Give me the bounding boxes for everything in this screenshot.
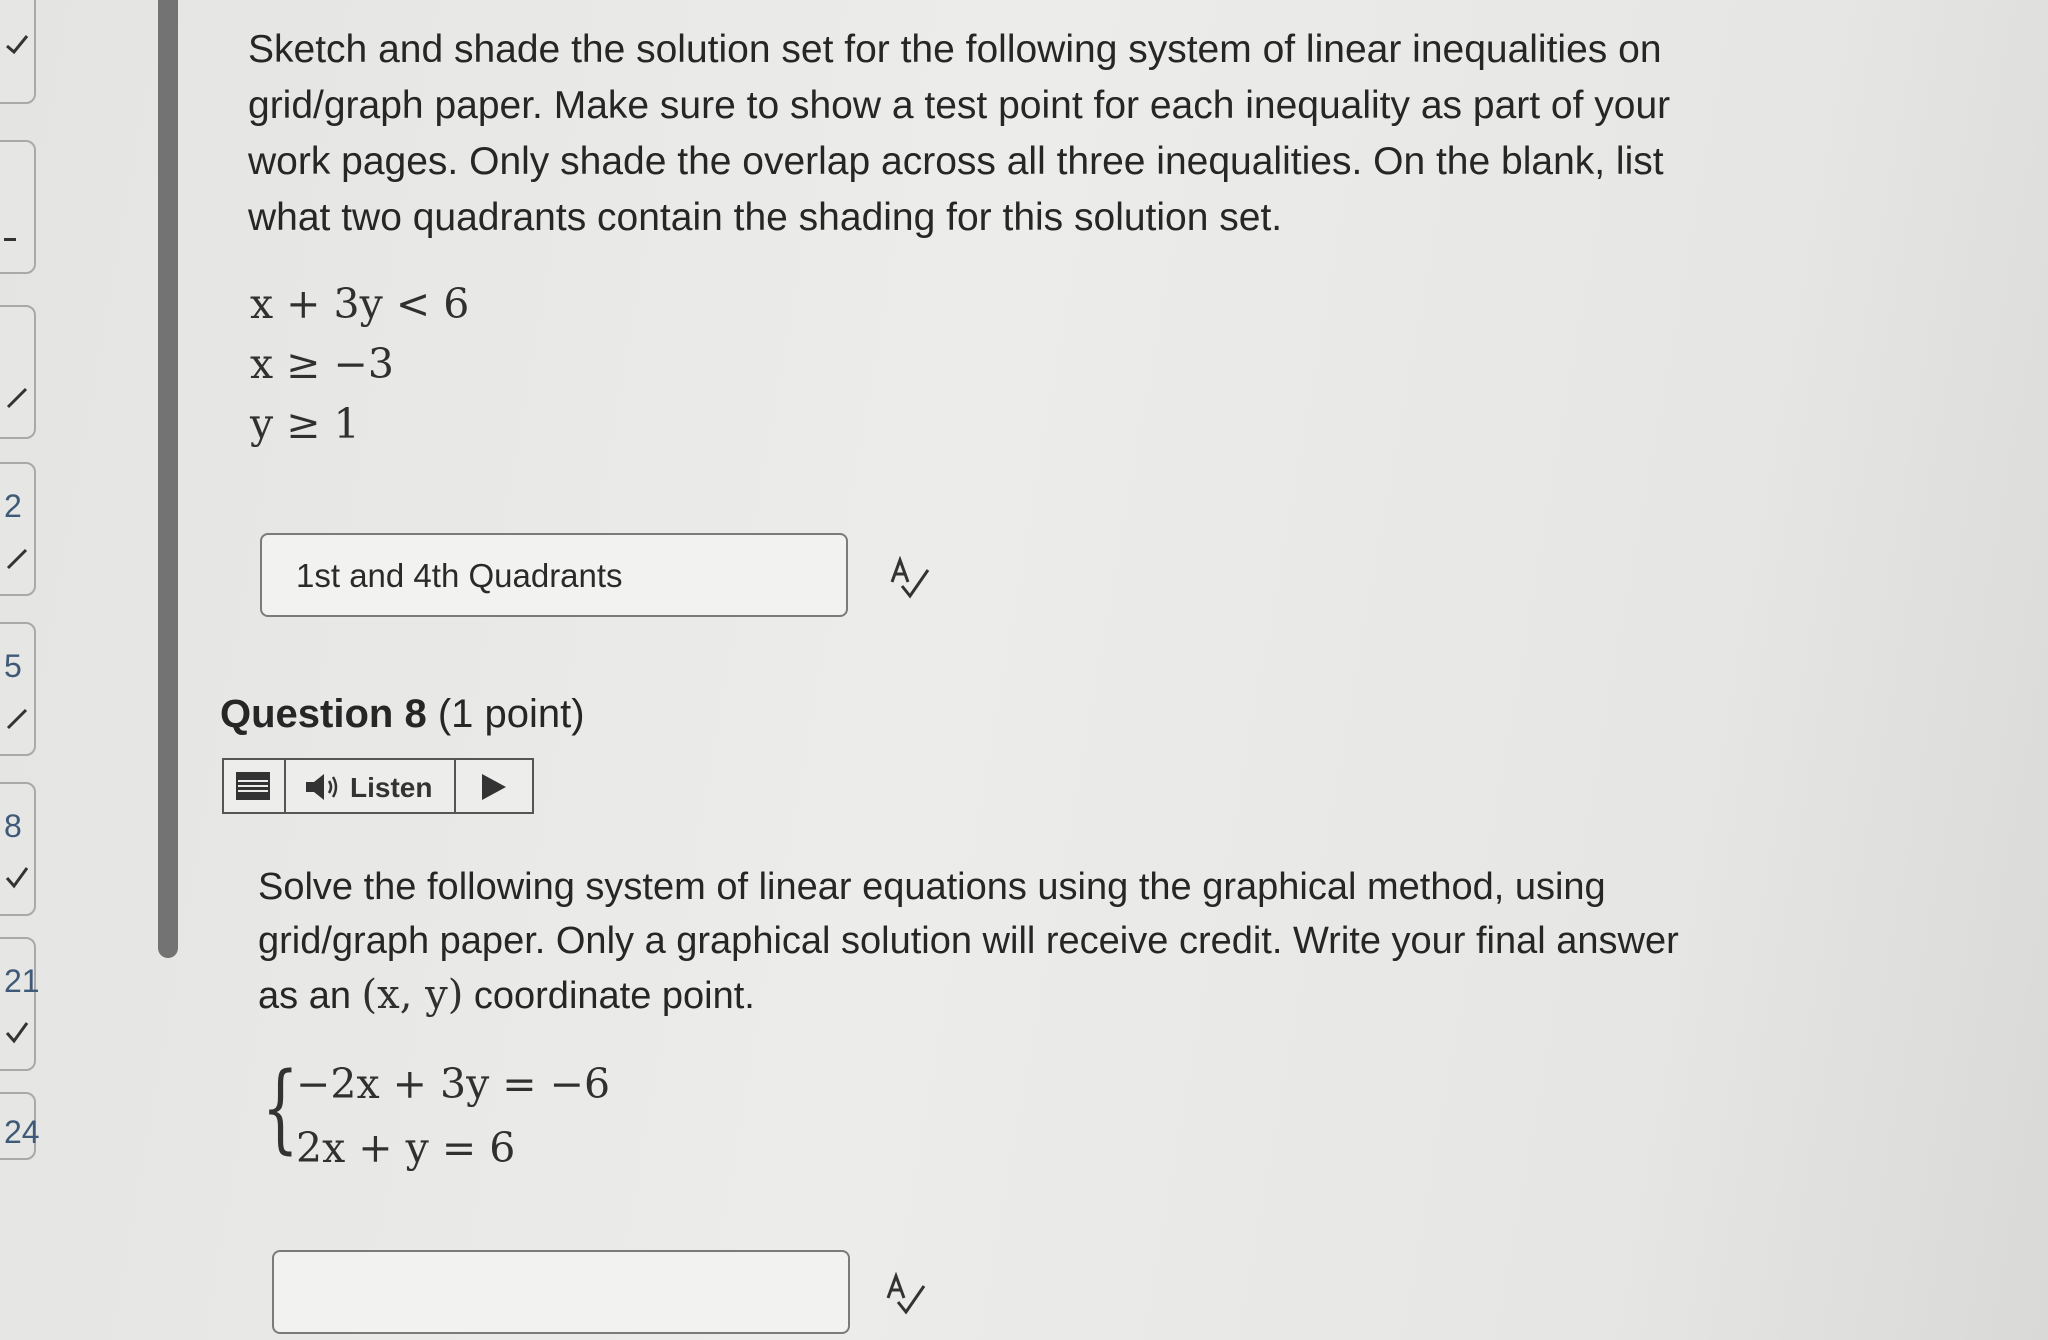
nav-number: 24 bbox=[4, 1114, 40, 1150]
question-number: Question 8 bbox=[220, 692, 427, 736]
equation-brace: { bbox=[262, 1052, 299, 1164]
inequality-1: x + 3y < 6 bbox=[250, 280, 470, 328]
inequality-2: x ≥ −3 bbox=[250, 340, 394, 388]
nav-number: 21 bbox=[4, 963, 40, 999]
play-icon bbox=[480, 772, 508, 802]
play-button[interactable] bbox=[456, 760, 532, 812]
menu-icon bbox=[236, 772, 270, 800]
listen-toolbar bbox=[222, 758, 534, 814]
prompt-text: Solve the following system of linear equations using the graphical method, using grid/graph paper. Only a graphical solution will receive credit. Write your final answer as an bbox=[258, 866, 1679, 1017]
listen-label: Listen bbox=[350, 772, 433, 803]
answer-value: 1st and 4th Quadrants bbox=[296, 557, 623, 594]
question8-heading bbox=[220, 692, 585, 737]
menu-button[interactable] bbox=[224, 760, 286, 812]
speaker-icon bbox=[304, 772, 342, 802]
equation-1: −2x + 3y = −6 bbox=[296, 1060, 611, 1108]
nav-number: 2 bbox=[4, 488, 22, 524]
question8-answer-input[interactable] bbox=[272, 1250, 850, 1334]
prompt-text-end: coordinate point. bbox=[463, 975, 755, 1017]
question7-answer-input[interactable] bbox=[260, 533, 848, 617]
question8-prompt bbox=[258, 860, 1718, 1023]
question-points: (1 point) bbox=[426, 692, 585, 736]
spellcheck-icon[interactable] bbox=[884, 1272, 928, 1316]
question7-prompt: Sketch and shade the solution set for the following system of linear inequalities on grid/graph paper. Make sure to show a test point for each inequality as part of your work pages. Only shade the overlap across all three inequalities. On the blank, list what two quadrants contain the shading for this solution set. bbox=[248, 28, 1671, 239]
prompt-math: (x, y) bbox=[361, 972, 464, 1018]
equation-2: 2x + y = 6 bbox=[296, 1124, 516, 1172]
inequality-3: y ≥ 1 bbox=[250, 400, 360, 448]
nav-number: 5 bbox=[4, 648, 22, 684]
spellcheck-icon[interactable] bbox=[888, 556, 932, 600]
nav-number: 8 bbox=[4, 808, 22, 844]
